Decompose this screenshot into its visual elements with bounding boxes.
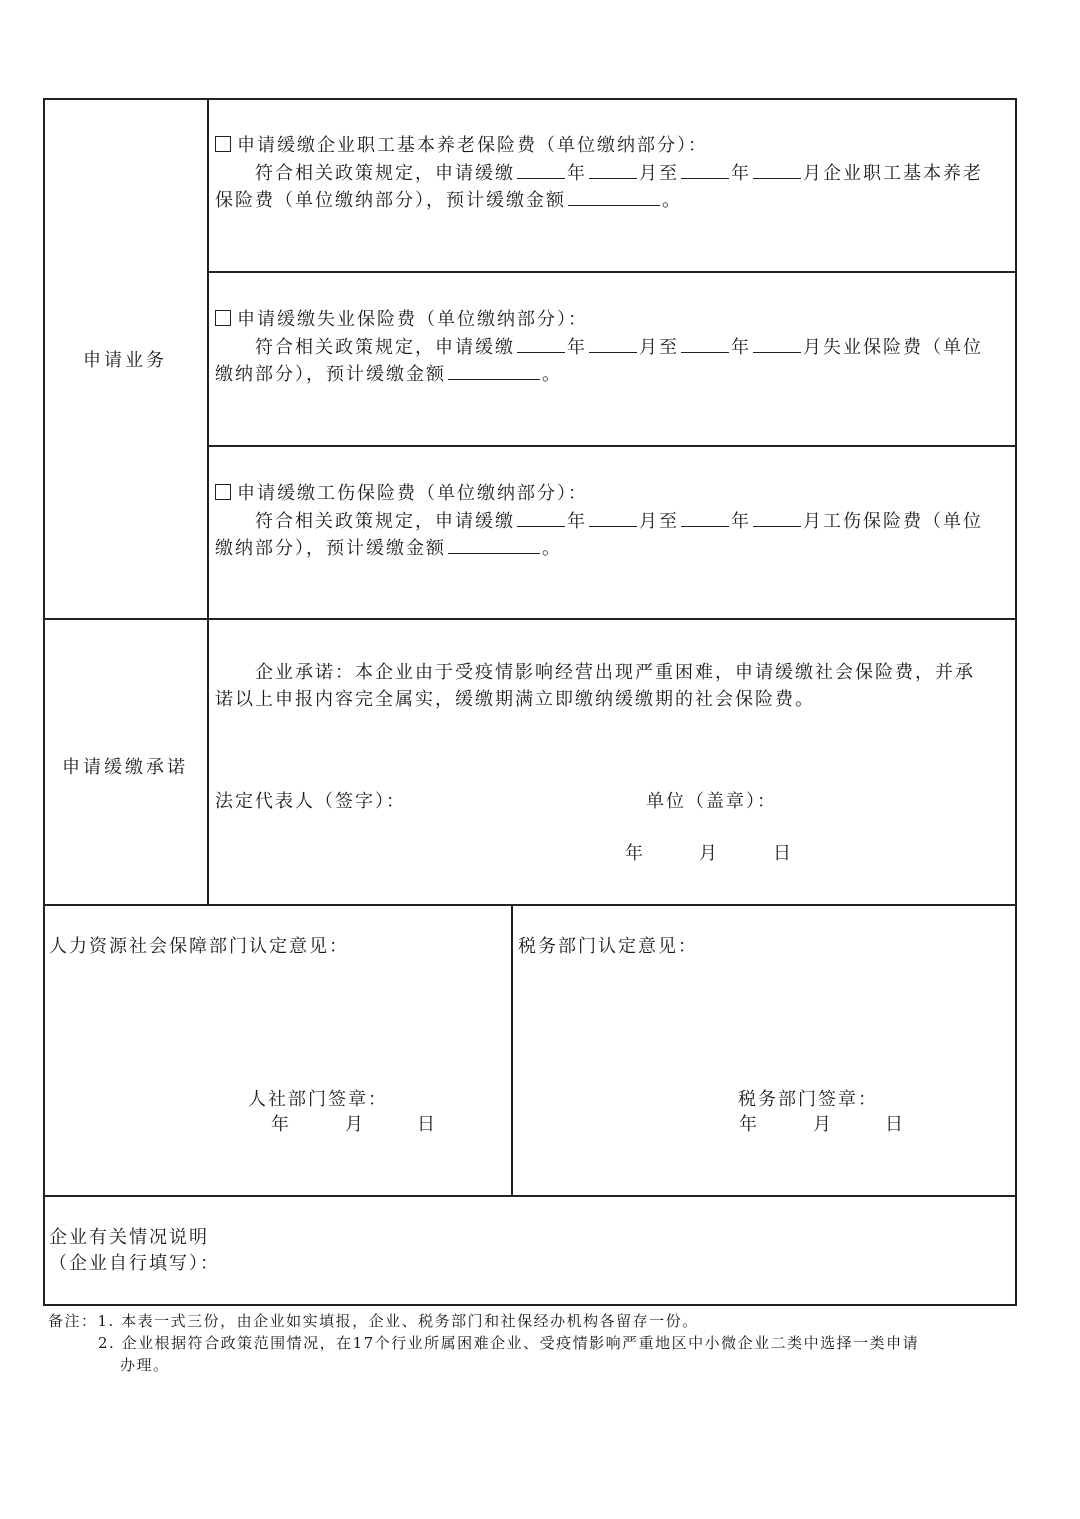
pension-item-line1: 符合相关政策规定，申请缓缴 年 月至 年 月企业职工基本养老 <box>255 160 983 187</box>
hr-date-month: 月 <box>345 1114 365 1135</box>
note-item-2-line1: 2. 企业根据符合政策范围情况，在17个行业所属困难企业、受疫情影响严重地区中小微企业二类中选择一类申请 <box>98 1334 920 1352</box>
business-divider-1 <box>207 271 1017 273</box>
business-divider-2 <box>207 445 1017 447</box>
tax-opinion-title: 税务部门认定意见： <box>518 936 698 957</box>
opinion-column-divider <box>511 904 513 1196</box>
pension-item-line2: 保险费（单位缴纳部分），预计缓缴金额 。 <box>215 187 682 214</box>
commitment-date-month: 月 <box>699 843 719 864</box>
table-border-left <box>43 98 45 1306</box>
pension-start-month-field[interactable] <box>589 160 637 179</box>
note-item-2-line2: 办理。 <box>120 1356 170 1374</box>
explain-title-line1: 企业有关情况说明 <box>49 1227 209 1248</box>
commitment-date-day: 日 <box>773 843 793 864</box>
injury-checkbox[interactable] <box>215 484 231 500</box>
unemployment-item-line1: 符合相关政策规定，申请缓缴 年 月至 年 月失业保险费（单位 <box>255 334 983 361</box>
commitment-text-line1: 企业承诺：本企业由于受疫情影响经营出现严重困难，申请缓缴社会保险费，并承 <box>255 662 975 683</box>
unemployment-start-year-field[interactable] <box>517 334 565 353</box>
notes-block <box>48 1310 919 1376</box>
pension-start-year-field[interactable] <box>517 160 565 179</box>
pension-end-month-field[interactable] <box>753 160 801 179</box>
unemployment-amount-field[interactable] <box>448 361 540 380</box>
table-border-bottom <box>43 1304 1017 1306</box>
section-divider-opinions <box>43 904 1017 906</box>
tax-date-day: 日 <box>885 1114 905 1135</box>
injury-amount-field[interactable] <box>448 535 540 554</box>
pension-amount-field[interactable] <box>568 187 660 206</box>
injury-item-line1: 符合相关政策规定，申请缓缴 年 月至 年 月工伤保险费（单位 <box>255 508 983 535</box>
injury-start-year-field[interactable] <box>517 508 565 527</box>
note-item-1: 备注：1. 本表一式三份，由企业如实填报，企业、税务部门和社保经办机构各留存一份。 <box>48 1312 699 1330</box>
unemployment-checkbox[interactable] <box>215 310 231 326</box>
injury-start-month-field[interactable] <box>589 508 637 527</box>
pension-item-title: 申请缓缴企业职工基本养老保险费（单位缴纳部分）： <box>215 133 708 159</box>
tax-date-month: 月 <box>813 1114 833 1135</box>
label-column-divider <box>207 98 209 906</box>
hr-opinion-title: 人力资源社会保障部门认定意见： <box>49 936 349 957</box>
injury-end-month-field[interactable] <box>753 508 801 527</box>
unemployment-item-title: 申请缓缴失业保险费（单位缴纳部分）： <box>215 307 588 333</box>
injury-end-year-field[interactable] <box>681 508 729 527</box>
table-border-right <box>1015 98 1017 1306</box>
commitment-section-label: 申请缓缴承诺 <box>62 757 188 778</box>
hr-date-year: 年 <box>271 1114 291 1135</box>
legal-rep-signature-label: 法定代表人（签字）： <box>215 791 406 812</box>
section-divider-explain <box>43 1195 1017 1197</box>
commitment-text-line2: 诺以上申报内容完全属实，缓缴期满立即缴纳缓缴期的社会保险费。 <box>215 689 815 710</box>
unemployment-end-year-field[interactable] <box>681 334 729 353</box>
unemployment-start-month-field[interactable] <box>589 334 637 353</box>
notes-prefix: 备注： <box>48 1312 98 1330</box>
tax-seal-label: 税务部门签章： <box>738 1089 878 1110</box>
section-divider-commitment <box>43 618 1017 620</box>
pension-checkbox[interactable] <box>215 136 231 152</box>
hr-seal-label: 人社部门签章： <box>248 1089 388 1110</box>
unemployment-end-month-field[interactable] <box>753 334 801 353</box>
injury-item-title: 申请缓缴工伤保险费（单位缴纳部分）： <box>215 481 588 507</box>
explain-title-line2: （企业自行填写）： <box>49 1253 220 1274</box>
business-section-label: 申请业务 <box>83 350 167 371</box>
table-border-top <box>43 98 1017 100</box>
unit-seal-label: 单位（盖章）： <box>646 791 777 812</box>
injury-item-line2: 缴纳部分），预计缓缴金额 。 <box>215 535 562 562</box>
tax-date-year: 年 <box>739 1114 759 1135</box>
hr-date-day: 日 <box>417 1114 437 1135</box>
unemployment-item-line2: 缴纳部分），预计缓缴金额 。 <box>215 361 562 388</box>
application-form-table <box>43 98 1017 1306</box>
commitment-date-year: 年 <box>625 843 645 864</box>
pension-end-year-field[interactable] <box>681 160 729 179</box>
